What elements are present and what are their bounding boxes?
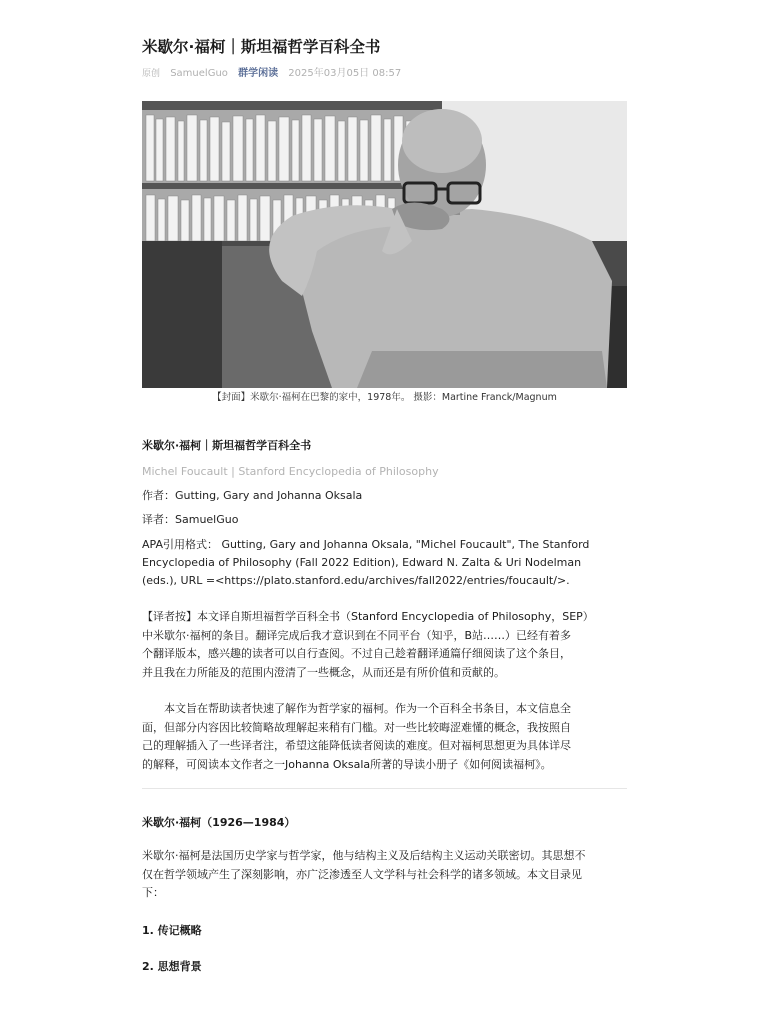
toc-item[interactable]: 1. 传记概略 (142, 923, 202, 937)
citation-block (142, 536, 627, 590)
original-tag: 原创 (142, 69, 161, 79)
intro-line: 己的理解插入了一些译者注，希望这能降低读者阅读的难度。但对福柯思想更为具体详尽 (142, 739, 571, 752)
translator-note-line: 中米歇尔·福柯的条目。翻译完成后我才意识到在不同平台（知乎，B站……）已经有着多 (142, 628, 572, 642)
translator-line: 译者：SamuelGuo (142, 513, 239, 526)
author-line: 作者：Gutting, Gary and Johanna Oksala (142, 489, 363, 502)
section-heading: 米歇尔·福柯（1926—1984） (142, 816, 296, 829)
article (142, 36, 627, 975)
translator-note-line: 【译者按】本文译自斯坦福哲学百科全书（Stanford Encyclopedia of Philosophy，SEP） (142, 610, 594, 623)
section-body-line: 仅在哲学领域产生了深刻影响，亦广泛渗透至人文学科与社会科学的诸多领域。本文目录见 (142, 867, 582, 881)
section-body-line: 米歇尔·福柯是法国历史学家与哲学家，他与结构主义及后结构主义运动关联密切。其思想不 (142, 849, 586, 862)
account-name-link[interactable]: 群学闲读 (238, 68, 279, 79)
section-body (142, 847, 627, 903)
header-title-en: Michel Foucault | Stanford Encyclopedia of Philosophy (142, 465, 439, 478)
toc-item[interactable]: 2. 思想背景 (142, 959, 202, 973)
translator-note-line: 并且我在力所能及的范围内澄清了一些概念，从而还是有所价值和贡献的。 (142, 665, 505, 679)
article-meta (142, 67, 627, 81)
citation-line: (eds.), URL =<https://plato.stanford.edu/archives/fall2022/entries/foucault/>. (142, 574, 570, 587)
intro-paragraph (142, 700, 627, 774)
publish-date: 2025年03月05日 08:57 (288, 68, 402, 79)
intro-line: 本文旨在帮助读者快速了解作为哲学家的福柯。作为一个百科全书条目，本文信息全 (142, 702, 571, 715)
translator-note (142, 608, 627, 682)
author-name[interactable]: SamuelGuo (170, 68, 228, 79)
cover-caption: 【封面】米歇尔·福柯在巴黎的家中，1978年。 摄影：Martine Franck/Magnum (212, 392, 557, 403)
article-title: 米歇尔·福柯｜斯坦福哲学百科全书 (142, 38, 381, 56)
citation-line: APA引用格式： Gutting, Gary and Johanna Oksala, "Michel Foucault", The Stanford (142, 538, 590, 551)
translator-note-line: 个翻译版本，感兴趣的读者可以自行查阅。不过自己趁着翻译通篇仔细阅读了这个条目， (142, 647, 571, 660)
header-title-cn: 米歇尔·福柯｜斯坦福哲学百科全书 (142, 439, 312, 452)
cover-photo-graphic (142, 101, 627, 388)
intro-line: 的解释，可阅读本文作者之一Johanna Oksala所著的导读小册子《如何阅读福柯》。 (142, 757, 552, 771)
section-body-line: 下： (142, 886, 164, 899)
intro-line: 面，但部分内容因比较简略故理解起来稍有门槛。对一些比较晦涩难懂的概念，我按照自 (142, 720, 571, 734)
citation-line: Encyclopedia of Philosophy (Fall 2022 Edition), Edward N. Zalta & Uri Nodelman (142, 556, 582, 569)
cover-photo[interactable] (142, 101, 627, 388)
